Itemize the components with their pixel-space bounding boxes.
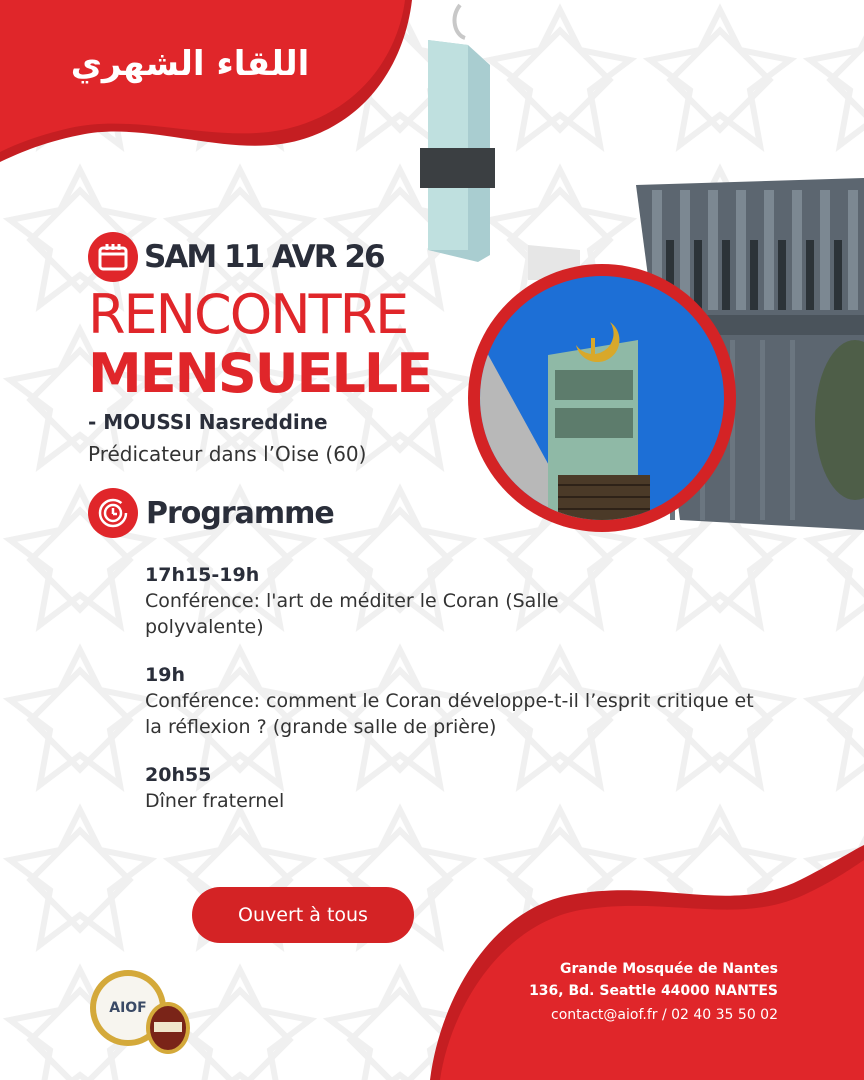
clock-icon	[88, 488, 138, 538]
event-title-line2: MENSUELLE	[88, 342, 432, 405]
svg-text:AIOF: AIOF	[109, 1000, 147, 1016]
schedule-description: Conférence: l'art de méditer le Coran (Salle polyvalente)	[145, 590, 559, 638]
event-title-line1: RENCONTRE	[88, 283, 408, 346]
schedule-description: Dîner fraternel	[145, 790, 285, 812]
mosque-photo	[420, 0, 864, 560]
schedule-time: 17h15-19h	[145, 564, 260, 586]
date-text: SAM 11 AVR 26	[144, 239, 384, 275]
event-date	[88, 232, 384, 282]
arabic-title: اللقاء الشهري	[70, 44, 310, 84]
speaker-role: Prédicateur dans l’Oise (60)	[88, 442, 367, 466]
schedule-time: 20h55	[145, 764, 212, 786]
contact-info	[529, 958, 778, 1028]
schedule-list	[145, 562, 765, 836]
schedule-description: Conférence: comment le Coran développe-t-il l’esprit critique et la réflexion ? (grande salle de prière)	[145, 690, 754, 738]
programme-title: Programme	[146, 495, 334, 531]
calendar-icon	[88, 232, 138, 282]
schedule-item	[145, 662, 765, 740]
open-to-all-button[interactable]: Ouvert à tous	[192, 887, 414, 943]
venue-name: Grande Mosquée de Nantes	[560, 961, 778, 977]
contact-details: contact@aiof.fr / 02 40 35 50 02	[551, 1007, 778, 1023]
programme-heading	[88, 488, 334, 538]
aiof-logo	[86, 962, 196, 1062]
schedule-time: 19h	[145, 664, 185, 686]
schedule-item	[145, 762, 765, 814]
speaker-name: - MOUSSI Nasreddine	[88, 410, 328, 434]
venue-address: 136, Bd. Seattle 44000 NANTES	[529, 983, 778, 999]
header-wave	[0, 0, 430, 170]
schedule-item	[145, 562, 765, 640]
